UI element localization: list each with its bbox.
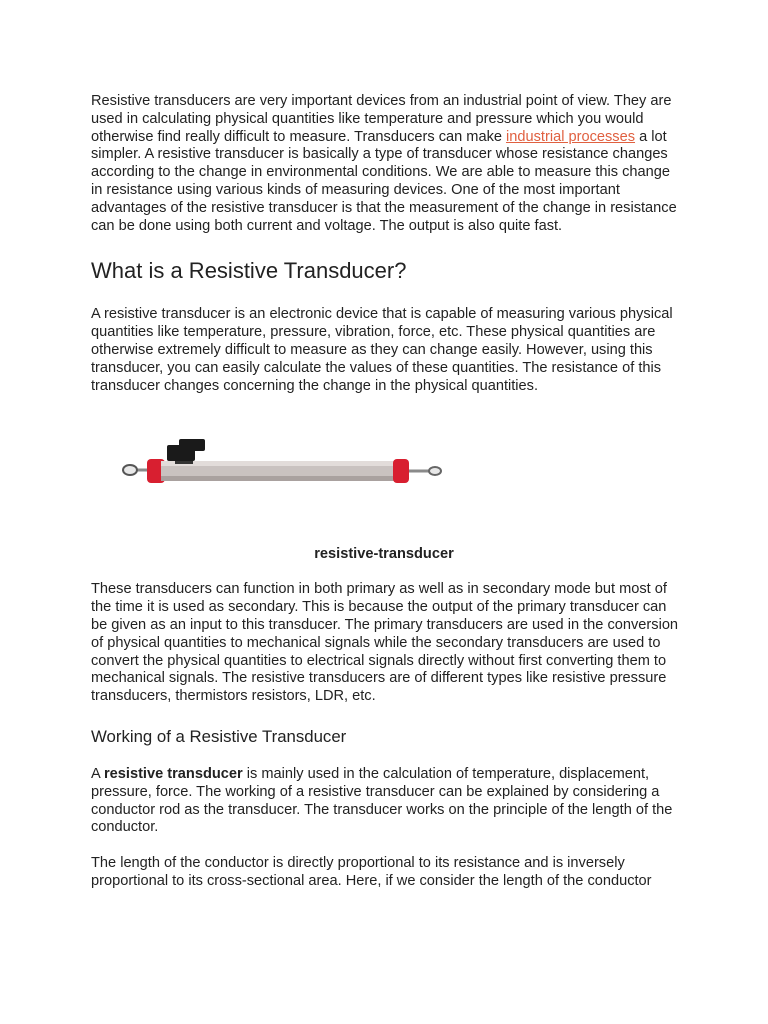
- intro-text-before-link: Resistive transducers are very important devices from an industrial point of view. They are used in calculating physical quantities like temperature and pressure which you would otherwise find really difficult to measure. Transducers can make: [91, 93, 672, 145]
- intro-text-after-link: a lot simpler. A resistive transducer is basically a type of transducer whose resistance changes according to the change in environmental conditions. We are able to measure this change in resistance using various kinds of measuring devices. One of the most important advantages of the resistive transducer is that the measurement of the change in resistance can be done using both current and voltage. The output is also quite fast.: [91, 128, 677, 234]
- working-bold-term: resistive transducer: [103, 765, 243, 782]
- figure-caption: resistive-transducer: [314, 546, 454, 563]
- intro-paragraph: [91, 93, 683, 235]
- document-page: [91, 93, 683, 891]
- connector-plug: [179, 439, 205, 451]
- right-eyelet: [429, 467, 441, 475]
- left-eyelet: [123, 465, 137, 475]
- working-text-start: A: [91, 765, 104, 782]
- transducer-figure: [91, 395, 683, 545]
- connector-base: [175, 461, 193, 464]
- body-highlight: [161, 461, 397, 466]
- transducer-image: [105, 437, 445, 497]
- body-shadow: [161, 476, 397, 481]
- working-paragraph: [91, 766, 683, 837]
- modes-paragraph: These transducers can function in both primary as well as in secondary mode but most of the time it is used as secondary. This is because the output of the primary transducer can be given as an input to this transducer. The primary transducers are used in the conversion of physical quantities to mechanical signals while the secondary transducers are used to convert the physical quantities to electrical signals directly without first converting them to mechanical signals. The resistive transducers are of different types like resistive pressure transducers, thermistors resistors, LDR, etc.: [91, 581, 679, 705]
- working-text-rest: is mainly used in the calculation of temperature, displacement, pressure, force. The working of a resistive transducer can be explained by considering a conductor rod as the transducer. The transducer works on the principle of the length of the conductor.: [91, 765, 673, 836]
- section-heading-working: Working of a Resistive Transducer: [91, 726, 347, 746]
- length-paragraph: The length of the conductor is directly proportional to its resistance and is inversely proportional to its cross-sectional area. Here, if we consider the length of the conductor: [91, 855, 652, 889]
- industrial-processes-link[interactable]: industrial processes: [506, 128, 636, 145]
- section-heading-what-is: What is a Resistive Transducer?: [91, 258, 407, 284]
- definition-paragraph: A resistive transducer is an electronic device that is capable of measuring various physical quantities like temperature, pressure, vibration, force, etc. These physical quantities are otherwise extremely difficult to measure as they can change easily. However, using this transducer, you can easily calculate the values of these quantities. The resistance of this transducer changes concerning the change in the physical quantities.: [91, 306, 673, 394]
- right-end-cap: [393, 459, 409, 483]
